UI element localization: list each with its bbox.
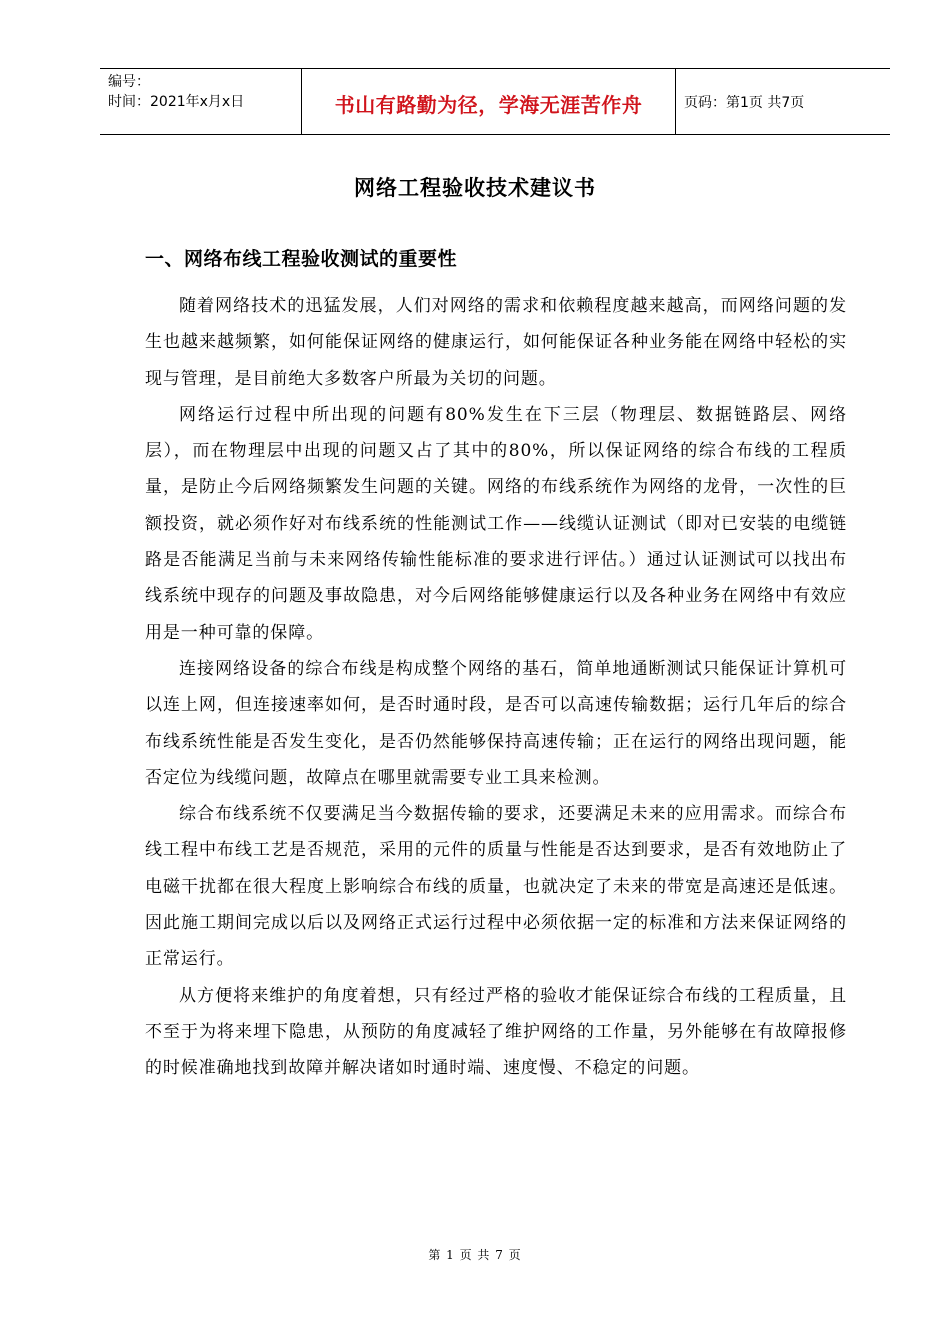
body-text [145, 288, 847, 1087]
paragraph-5: 从方便将来维护的角度着想，只有经过严格的验收才能保证综合布线的工程质量，且不至于为将来埋下隐患，从预防的角度减轻了维护网络的工作量，另外能够在有故障报修的时候准确地找到故障并解决诸如时通时端、速度慢、不稳定的问题。 [145, 985, 847, 1079]
number-label: 编号： [108, 74, 150, 90]
time-label: 时间：2021年x月x日 [108, 94, 245, 110]
section-heading: 一、网络布线工程验收测试的重要性 [145, 248, 458, 270]
document-header [100, 68, 890, 135]
page-footer: 第 1 页 共 7 页 [428, 1248, 522, 1262]
motto-text: 书山有路勤为径，学海无涯苦作舟 [334, 93, 643, 117]
page-info: 页码：第1页 共7页 [684, 94, 805, 111]
document-title: 网络工程验收技术建议书 [354, 176, 596, 200]
paragraph-2: 网络运行过程中所出现的问题有80%发生在下三层（物理层、数据链路层、网络层），而在物理层中出现的问题又占了其中的80%，所以保证网络的综合布线的工程质量，是防止今后网络频繁发生问题的关键。网络的布线系统作为网络的龙骨，一次性的巨额投资，就必须作好对布线系统的性能测试工作——线缆认证测试（即对已安装的电缆链路是否能满足当前与未来网络传输性能标准的要求进行评估。）通过认证测试可以找出布线系统中现存的问题及事故隐患，对今后网络能够健康运行以及各种业务在网络中有效应用是一种可靠的保障。 [145, 404, 847, 643]
paragraph-3: 连接网络设备的综合布线是构成整个网络的基石，简单地通断测试只能保证计算机可以连上网，但连接速率如何，是否时通时段，是否可以高速传输数据；运行几年后的综合布线系统性能是否发生变化，是否仍然能够保持高速传输；正在运行的网络出现问题，能否定位为线缆问题，故障点在哪里就需要专业工具来检测。 [145, 658, 847, 788]
header-motto-cell [302, 69, 676, 134]
paragraph-1: 随着网络技术的迅猛发展，人们对网络的需求和依赖程度越来越高，而网络问题的发生也越来越频繁，如何能保证网络的健康运行，如何能保证各种业务能在网络中轻松的实现与管理，是目前绝大多数客户所最为关切的问题。 [145, 296, 847, 389]
header-page-cell [676, 69, 890, 134]
paragraph-4: 综合布线系统不仅要满足当今数据传输的要求，还要满足未来的应用需求。而综合布线工程中布线工艺是否规范，采用的元件的质量与性能是否达到要求，是否有效地防止了电磁干扰都在很大程度上影响综合布线的质量，也就决定了未来的带宽是高速还是低速。因此施工期间完成以后以及网络正式运行过程中必须依据一定的标准和方法来保证网络的正常运行。 [145, 804, 847, 970]
header-meta-cell [100, 69, 302, 134]
